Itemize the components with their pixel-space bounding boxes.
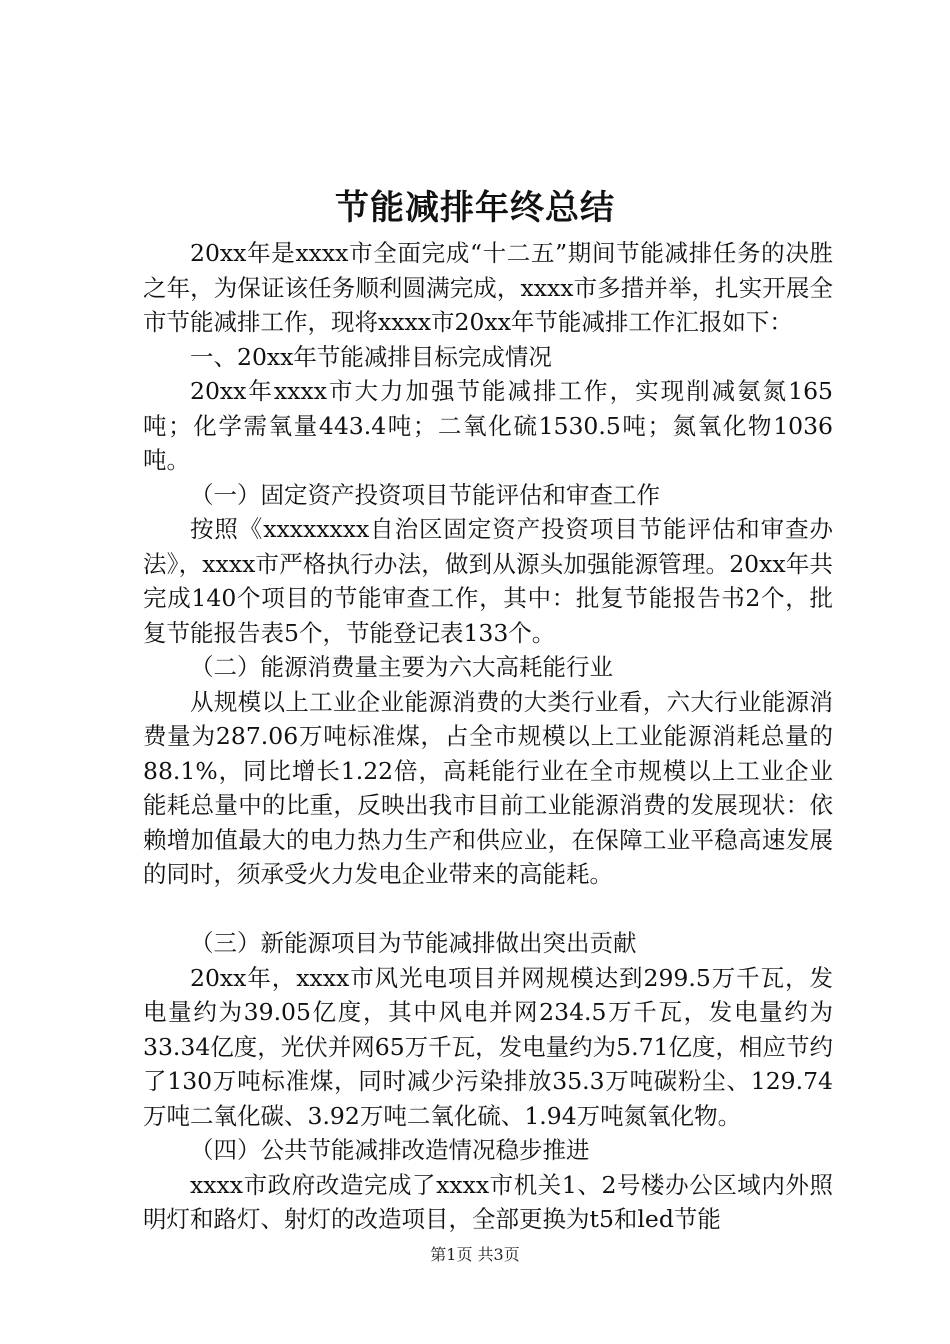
document-title: 节能减排年终总结 (335, 188, 615, 228)
paragraph-public-retrofit: xxxx市政府改造完成了xxxx市机关1、2号楼办公区域内外照明灯和路灯、射灯的改造项目，全部更换为t5和led节能 (143, 1170, 833, 1233)
paragraph-energy-consumption: 从规模以上工业企业能源消费的大类行业看，六大行业能源消费量为287.06万吨标准煤，占全市规模以上工业能源消耗总量的88.1%，同比增长1.22倍，高耗能行业在全市规模以上工业企业能耗总量中的比重，反映出我市目前工业能源消费的发展现状：依赖增加值最大的电力热力生产和供应业，在保障工业平稳高速发展的同时，须承受火力发电企业带来的高能耗。 (143, 687, 833, 888)
paragraph-new-energy: 20xx年，xxxx市风光电项目并网规模达到299.5万千瓦，发电量约为39.05亿度，其中风电并网234.5万千瓦，发电量约为33.34亿度，光伏并网65万千瓦，发电量约为5.71亿度，相应节约了130万吨标准煤，同时减少污染排放35.3万吨碳粉尘、129.74万吨二氧化碳、3.92万吨二氧化硫、1.94万吨氮氧化物。 (143, 963, 834, 1130)
subsection-heading-2: （二）能源消费量主要为六大高耗能行业 (190, 653, 613, 681)
paragraph-energy-review: 按照《xxxxxxxx自治区固定资产投资项目节能评估和审查办法》，xxxx市严格执行办法，做到从源头加强能源管理。20xx年共完成140个项目的节能审查工作，其中：批复节能报告书2个，批复节能报告表5个，节能登记表133个。 (143, 515, 833, 647)
paragraph-targets: 20xx年xxxx市大力加强节能减排工作，实现削减氨氮165吨；化学需氧量443.4吨；二氧化硫1530.5吨；氮氧化物1036吨。 (143, 377, 833, 474)
paragraph-spacer (143, 892, 833, 927)
section-heading-1: 一、20xx年节能减排目标完成情况 (190, 342, 552, 371)
subsection-heading-3: （三）新能源项目为节能减排做出突出贡献 (190, 929, 637, 957)
intro-paragraph: 20xx年是xxxx市全面完成“十二五”期间节能减排任务的决胜之年，为保证该任务顺利圆满完成，xxxx市多措并举，扎实开展全市节能减排工作，现将xxxx市20xx年节能减排工作汇报如下： (143, 239, 833, 336)
document-body (143, 236, 833, 1237)
subsection-heading-1: （一）固定资产投资项目节能评估和审查工作 (190, 480, 660, 509)
page-number-footer: 第1页 共3页 (430, 1245, 520, 1264)
subsection-heading-4: （四）公共节能减排改造情况稳步推进 (190, 1136, 590, 1164)
